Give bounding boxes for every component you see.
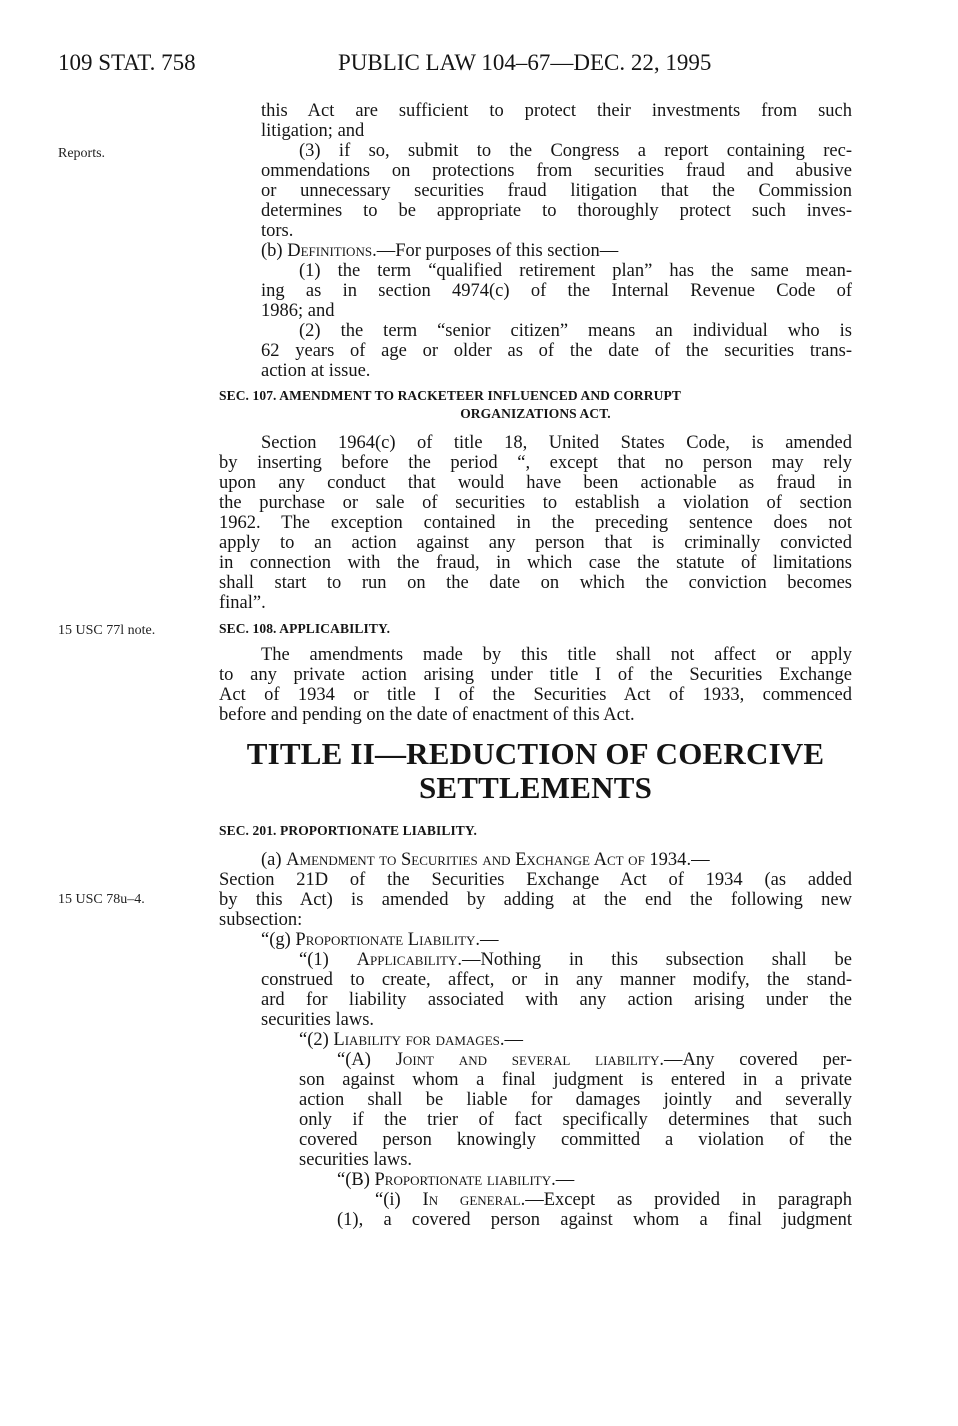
subsection-g-heading: “(g) Proportionate Liability.—: [261, 930, 499, 950]
clause-i-heading: “(i) In general.—Except as provided in paragraph: [375, 1190, 852, 1210]
text-line: (2) the term “senior citizen” means an individual who is: [299, 321, 852, 341]
section-108-heading: SEC. 108. APPLICABILITY.: [219, 621, 391, 636]
text-line: covered person knowingly committed a violation of the: [299, 1130, 852, 1150]
text-line: (1), a covered person against whom a final judgment: [337, 1210, 852, 1230]
section-107-heading: SEC. 107. AMENDMENT TO RACKETEER INFLUENCED AND CORRUPT: [219, 388, 681, 403]
text-line: determines to be appropriate to thoroughly protect such inves-: [261, 201, 852, 221]
text-line: construed to create, affect, or in any manner modify, the stand-: [261, 970, 852, 990]
title-heading: TITLE II—REDUCTION OF COERCIVE: [246, 736, 825, 771]
text-line: by this Act) is amended by adding at the end the following new: [219, 890, 852, 910]
section-107-heading-cont: ORGANIZATIONS ACT.: [460, 406, 611, 421]
text-line: The amendments made by this title shall not affect or apply: [261, 645, 852, 665]
paragraph-1-heading: “(1) Applicability.—Nothing in this subsection shall be: [299, 950, 852, 970]
text-line: Act of 1934 or title I of the Securities Act of 1933, commenced: [219, 685, 852, 705]
text-line: 1986; and: [261, 301, 335, 321]
text-line: securities laws.: [299, 1150, 413, 1170]
margin-note-reports: Reports.: [58, 146, 106, 161]
text-line: the purchase or sale of securities to establish a violation of section: [219, 493, 852, 513]
subparagraph-b-heading: “(B) Proportionate liability.—: [337, 1170, 575, 1190]
definitions-heading: (b) Definitions.—For purposes of this section—: [261, 241, 619, 261]
text-line: 1962. The exception contained in the preceding sentence does not: [219, 513, 852, 533]
text-line: in connection with the fraud, in which case the statute of limitations: [219, 553, 852, 573]
text-line: shall start to run on the date on which the conviction becomes: [219, 573, 852, 593]
text-line: to any private action arising under title I of the Securities Exchange: [219, 665, 852, 685]
text-line: (3) if so, submit to the Congress a report containing rec-: [299, 141, 852, 161]
text-line: 62 years of age or older as of the date of the securities trans-: [261, 341, 852, 361]
stat-page-number: 109 STAT. 758: [58, 50, 196, 75]
paragraph-2-heading: “(2) Liability for damages.—: [299, 1030, 523, 1050]
text-line: Section 21D of the Securities Exchange Act of 1934 (as added: [219, 870, 852, 890]
subparagraph-a-heading: “(A) Joint and several liability.—Any covered per-: [337, 1050, 852, 1070]
text-line: subsection:: [219, 910, 303, 930]
text-line: only if the trier of fact specifically determines that such: [299, 1110, 852, 1130]
text-line: apply to an action against any person that is criminally convicted: [219, 533, 852, 553]
text-line: tors.: [261, 221, 294, 241]
text-line: (1) the term “qualified retirement plan” has the same mean-: [299, 261, 852, 281]
public-law-header: PUBLIC LAW 104–67—DEC. 22, 1995: [338, 50, 712, 75]
text-line: final”.: [219, 593, 266, 613]
text-line: action at issue.: [261, 361, 371, 381]
text-line: ommendations on protections from securities fraud and abusive: [261, 161, 852, 181]
text-line: ing as in section 4974(c) of the Internal Revenue Code of: [261, 281, 852, 301]
text-line: by inserting before the period “, except that no person may rely: [219, 453, 852, 473]
text-line: before and pending on the date of enactment of this Act.: [219, 705, 635, 725]
section-201-heading: SEC. 201. PROPORTIONATE LIABILITY.: [219, 823, 477, 838]
title-heading-cont: SETTLEMENTS: [418, 770, 653, 805]
text-line: upon any conduct that would have been actionable as fraud in: [219, 473, 852, 493]
text-line: ard for liability associated with any action arising under the: [261, 990, 852, 1010]
text-line: son against whom a final judgment is entered in a private: [299, 1070, 852, 1090]
subsection-a-heading: (a) Amendment to Securities and Exchange Act of 1934.—: [261, 850, 710, 870]
text-line: or unnecessary securities fraud litigation that the Commission: [261, 181, 852, 201]
text-line: action shall be liable for damages jointly and severally: [299, 1090, 852, 1110]
margin-note-usc-77l: 15 USC 77l note.: [58, 623, 156, 638]
text-line: Section 1964(c) of title 18, United States Code, is amended: [261, 433, 852, 453]
text-line: litigation; and: [261, 121, 365, 141]
text-line: this Act are sufficient to protect their investments from such: [261, 101, 852, 121]
margin-note-usc-78u4: 15 USC 78u–4.: [58, 892, 145, 907]
text-line: securities laws.: [261, 1010, 375, 1030]
